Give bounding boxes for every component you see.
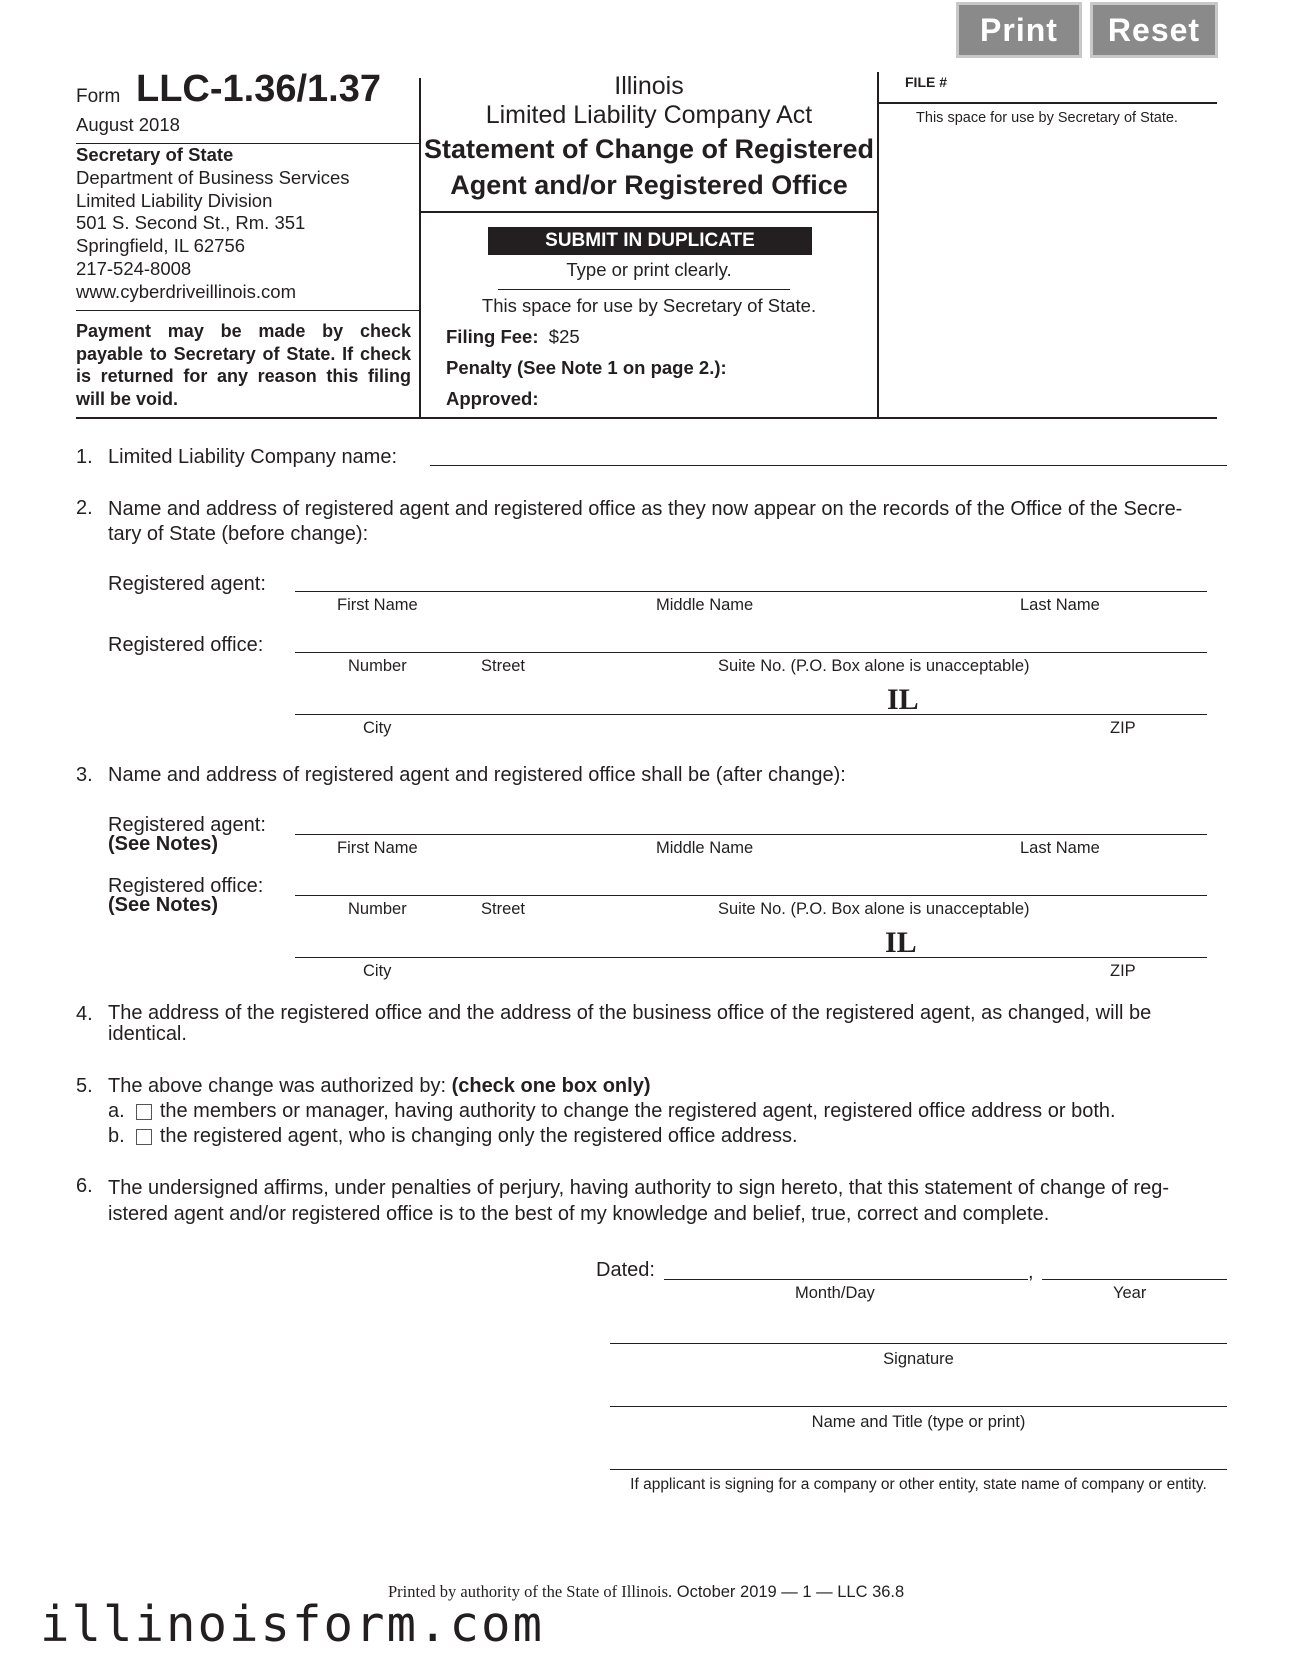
registered-agent-after-label: Registered agent: (See Notes)	[108, 814, 266, 855]
last-name-caption: Last Name	[1020, 596, 1100, 614]
street-caption-after: Street	[481, 900, 526, 918]
file-number-label: FILE #	[905, 74, 948, 90]
registered-office-after-label: Registered office: (See Notes)	[108, 875, 264, 916]
street-caption: Street	[481, 657, 526, 675]
middle-name-caption-after: Middle Name	[656, 839, 754, 857]
zip-caption-after: ZIP	[1110, 962, 1136, 980]
date-month-day-field[interactable]	[664, 1279, 1028, 1280]
reset-button[interactable]: Reset	[1090, 2, 1218, 58]
number-caption-after: Number	[348, 900, 407, 918]
item3-text: Name and address of registered agent and registered office shall be (after change):	[108, 764, 846, 786]
middle-name-caption: Middle Name	[656, 596, 754, 614]
name-title-field[interactable]	[610, 1406, 1227, 1407]
date-year-field[interactable]	[1042, 1279, 1227, 1280]
entity-name-field[interactable]	[610, 1469, 1227, 1470]
first-name-caption-after: First Name	[337, 839, 418, 857]
item6-number: 6.	[76, 1175, 93, 1197]
submit-in-duplicate-banner: SUBMIT IN DUPLICATE	[488, 227, 812, 255]
city-caption-after: City	[363, 962, 392, 980]
first-name-caption: First Name	[337, 596, 418, 614]
last-name-caption-after: Last Name	[1020, 839, 1100, 857]
signature-caption: Signature	[883, 1350, 954, 1368]
state-il-before: IL	[887, 683, 919, 716]
filing-fee: Filing Fee: $25	[446, 326, 580, 347]
item2-number: 2.	[76, 497, 93, 519]
form-title-line1: Statement of Change of Registered	[423, 134, 875, 164]
item5-number: 5.	[76, 1075, 93, 1097]
act-name: Limited Liability Company Act	[485, 101, 813, 129]
item5a-row: a. the members or manager, having authority to change the registered agent, registered office address or both.	[108, 1100, 1116, 1122]
item4-text: The address of the registered office and the address of the business office of the registered agent, as changed, will be identical.	[108, 1002, 1152, 1045]
registered-agent-before-label: Registered agent:	[108, 573, 266, 595]
form-number: LLC-1.36/1.37	[136, 68, 381, 110]
item4-number: 4.	[76, 1003, 93, 1025]
payment-notice: Payment may be made by check payable to Secretary of State. If check is returned for any reason this filing will be void.	[76, 321, 411, 410]
item3-number: 3.	[76, 764, 93, 786]
sos-use-right: This space for use by Secretary of State.	[916, 110, 1178, 126]
year-caption: Year	[1113, 1284, 1147, 1302]
registered-agent-after-field[interactable]	[295, 834, 1207, 835]
state-name: Illinois	[614, 72, 684, 100]
entity-note-caption: If applicant is signing for a company or other entity, state name of company or entity.	[630, 1476, 1207, 1493]
footer-printed-by: Printed by authority of the State of Illinois. October 2019 — 1 — LLC 36.8	[388, 1582, 905, 1601]
signature-field[interactable]	[610, 1343, 1227, 1344]
name-title-caption: Name and Title (type or print)	[811, 1413, 1026, 1431]
penalty-label: Penalty (See Note 1 on page 2.):	[446, 357, 727, 378]
sos-use-center: This space for use by Secretary of State.	[481, 295, 817, 316]
dated-label: Dated:	[596, 1259, 655, 1281]
agency-name: Secretary of State	[76, 144, 234, 165]
city-caption: City	[363, 719, 392, 737]
month-day-caption: Month/Day	[795, 1284, 875, 1302]
print-button[interactable]: Print	[956, 2, 1082, 58]
registered-agent-before-field[interactable]	[295, 591, 1207, 592]
item2-text: Name and address of registered agent and registered office as they now appear on the records of the Office of the Secre- tary of State (before change):	[108, 498, 1183, 545]
item1-label: Limited Liability Company name:	[108, 446, 398, 468]
number-caption: Number	[348, 657, 407, 675]
date-comma: ,	[1028, 1261, 1034, 1283]
file-number-line	[877, 102, 1217, 104]
suite-caption: Suite No. (P.O. Box alone is unacceptable)	[718, 657, 1030, 675]
title-divider	[421, 211, 878, 213]
zip-caption: ZIP	[1110, 719, 1136, 737]
item5-text: The above change was authorized by: (check one box only)	[108, 1075, 651, 1097]
registered-office-before-street-field[interactable]	[295, 652, 1207, 653]
type-print-clearly: Type or print clearly.	[566, 259, 732, 280]
department-address: Department of Business Services Limited Liability Division 501 S. Second St., Rm. 351 Springfield, IL 62756 217-524-8008 www.cyberdriveillinois.com	[76, 167, 350, 302]
registered-office-before-label: Registered office:	[108, 634, 264, 656]
suite-caption-after: Suite No. (P.O. Box alone is unacceptable)	[718, 900, 1030, 918]
registered-office-before-city-field[interactable]	[295, 714, 1207, 715]
form-title-line2: Agent and/or Registered Office	[450, 170, 848, 200]
item6-text: The undersigned affirms, under penalties of perjury, having authority to sign hereto, that this statement of change of reg- istered agent and/or registered office is to the best of my knowledge and belief, true, correct and complete.	[108, 1177, 1169, 1225]
authorized-by-agent-checkbox[interactable]	[136, 1129, 152, 1145]
item5b-row: b. the registered agent, who is changing only the registered office address.	[108, 1125, 798, 1147]
registered-office-after-city-field[interactable]	[295, 957, 1207, 958]
registered-office-after-street-field[interactable]	[295, 895, 1207, 896]
form-date: August 2018	[76, 114, 180, 135]
watermark-text: illinoisform.com	[40, 1596, 545, 1653]
authorized-by-members-checkbox[interactable]	[136, 1104, 152, 1120]
item1-number: 1.	[76, 446, 93, 468]
payment-divider	[76, 310, 419, 311]
header-bottom-rule	[76, 417, 1217, 419]
form-prefix: Form	[76, 86, 121, 107]
approved-label: Approved:	[446, 388, 539, 409]
type-print-divider	[498, 289, 790, 290]
state-il-after: IL	[885, 926, 917, 959]
llc-name-field[interactable]	[430, 465, 1227, 466]
